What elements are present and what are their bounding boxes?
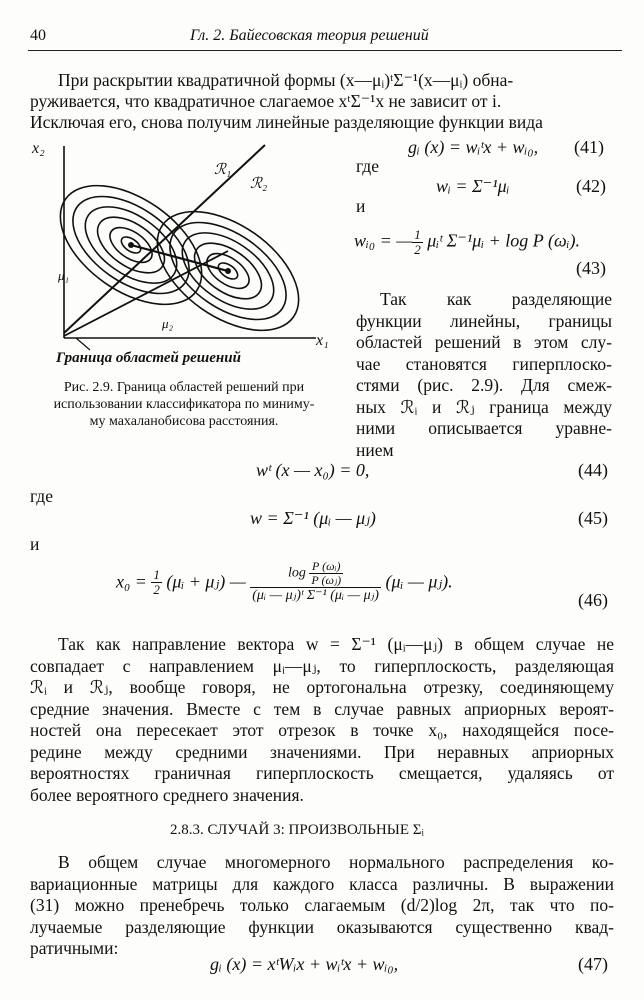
eq43-rhs: μᵢᵗ Σ⁻¹μᵢ + log P (ωᵢ). (427, 230, 581, 251)
and-1: и (356, 196, 366, 216)
eq46-p-num: P (ωᵢ) (309, 560, 343, 574)
para3-line: ностей она пересекает этот отрезок в точке x₀, находящейся посе- (30, 720, 614, 740)
para2-line: нием (356, 439, 394, 460)
figure-caption (26, 379, 342, 430)
para2-line: ных ℛᵢ и ℛⱼ граница между (356, 396, 612, 417)
para4-line: (31) можно пренебречь только слагаемым (d/2)log 2π, так что по- (30, 895, 614, 915)
equation-41: gᵢ (x) = wᵢᵗx + wᵢ₀, (408, 137, 539, 157)
equation-47-number: (47) (578, 954, 608, 974)
page-number: 40 (30, 27, 46, 44)
caption-line-2: использовании классификатора по миниму- (53, 397, 315, 412)
eq46-big-fraction (250, 560, 381, 604)
para4-line: лучаемые разделяющие функции оказываются существенно квад- (30, 916, 614, 937)
equation-44: wᵗ (x — x₀) = 0, (256, 460, 370, 480)
equation-45: w = Σ⁻¹ (μᵢ — μⱼ) (250, 508, 376, 528)
equation-43-number: (43) (576, 258, 606, 278)
para3-line: средние значения. Вместе с тем в случае равных априорных вероят- (30, 698, 614, 719)
and-2: и (30, 534, 40, 554)
caption-line-3: му махаланобисова расстояния. (89, 414, 279, 429)
para4-line: В общем случае многомерного нормального распределения ко- (58, 852, 614, 872)
equation-46-number: (46) (578, 590, 608, 610)
mean-1-dot (128, 242, 134, 248)
figure-decision-boundary (28, 138, 348, 370)
axis-x1-label: x₁ (316, 332, 329, 349)
eq46-p-ratio (309, 560, 343, 587)
eq46-p-den: P (ωⱼ) (311, 573, 342, 587)
eq46-lhs: x₀ = (116, 571, 152, 592)
equation-41-number: (41) (574, 137, 604, 157)
para1-line2: руживается, что квадратичное слагаемое xᵗΣ⁻¹x не зависит от i. (30, 91, 502, 111)
mu-2-label: μ₂ (162, 316, 174, 331)
equation-43 (354, 228, 580, 257)
equation-44-number: (44) (578, 460, 608, 480)
where-1: где (356, 156, 379, 176)
axis-x2-label: x₂ (32, 140, 45, 157)
para2-line: областей решений в этом слу- (356, 332, 612, 352)
para3-line: ℛᵢ и ℛⱼ, вообще говоря, не ортогональна отрезку, соединяющему (30, 677, 614, 697)
equation-42: wᵢ = Σ⁻¹μᵢ (436, 176, 510, 196)
para2 (356, 289, 612, 461)
para2-line: функции линейны, границы (356, 310, 612, 331)
para3-line: Так как направление вектора w = Σ⁻¹ (μᵢ—μⱼ) в общем случае не (58, 634, 614, 654)
para3-line: вероятностях граничная гиперплоскость смещается, удаляясь от (30, 763, 614, 783)
eq46-mid: (μᵢ + μⱼ) — (166, 571, 246, 592)
eq46-big-num (250, 560, 381, 588)
eq46-half-den: 2 (153, 581, 160, 597)
equation-42-number: (42) (576, 176, 606, 196)
para2-line: Так как разделяющие (380, 289, 612, 309)
boundary-label: Граница областей решений (56, 350, 241, 366)
para3-line: редине между средними значениями. При неравных априорных (30, 741, 614, 762)
eq46-half (151, 568, 162, 597)
eq46-log: log (288, 565, 306, 581)
region-2-label: ℛ₂ (250, 176, 268, 192)
para3 (30, 634, 614, 806)
para4-line: вариационные матрицы для каждого класса различны. В выражении (30, 873, 614, 894)
equation-46 (116, 560, 453, 604)
running-title: Гл. 2. Байесовская теория решений (190, 27, 429, 44)
equation-47: gᵢ (x) = xᵗWᵢx + wᵢᵗx + wᵢ₀, (210, 954, 399, 974)
eq43-half (412, 228, 423, 257)
para1-line1: При раскрытии квадратичной формы (x—μᵢ)ᵗΣ⁻¹(x—μᵢ) обна- (58, 70, 514, 90)
eq46-half-num: 1 (153, 566, 160, 582)
para2-line: чае становятся гиперплоско- (356, 353, 612, 374)
mu-1-label: μ₁ (58, 268, 70, 283)
section-heading: 2.8.3. СЛУЧАЙ 3: ПРОИЗВОЛЬНЫЕ Σᵢ (170, 822, 424, 838)
eq46-rhs: (μᵢ — μⱼ). (385, 571, 453, 592)
para2-line: стями (рис. 2.9). Для смеж- (356, 375, 612, 395)
mean-2-dot (225, 268, 231, 274)
boundary-pointer (76, 338, 90, 350)
figure-drawing (39, 145, 320, 355)
region-1-label: ℛ₁ (214, 162, 232, 178)
para4-line: ратичными: (30, 938, 119, 958)
header-rule (28, 50, 622, 51)
where-2: где (30, 486, 53, 506)
eq43-frac-den: 2 (414, 242, 421, 257)
eq46-big-den: (μᵢ — μⱼ)ᵗ Σ⁻¹ (μᵢ — μⱼ) (252, 588, 379, 603)
para3-line: совпадает с направлением μᵢ—μⱼ, то гиперплоскость, разделяющая (30, 655, 614, 676)
para4 (30, 852, 614, 960)
eq43-frac-num: 1 (414, 227, 421, 242)
caption-line-1: Рис. 2.9. Граница областей решений при (63, 380, 305, 395)
eq43-lhs: wᵢ₀ = — (354, 230, 413, 251)
para3-line: более вероятного среднего значения. (30, 784, 304, 805)
equation-45-number: (45) (578, 508, 608, 528)
para1-line3: Исключая его, снова получим линейные разделяющие функции вида (30, 112, 543, 132)
para2-line: ними описывается уравне- (356, 418, 612, 438)
